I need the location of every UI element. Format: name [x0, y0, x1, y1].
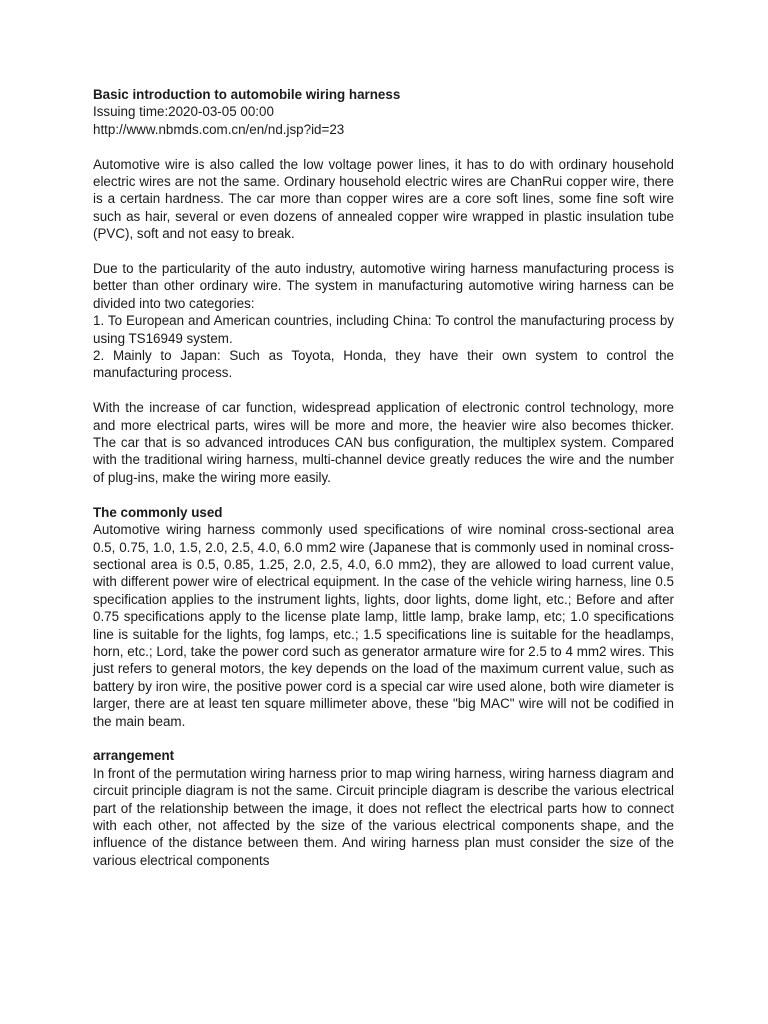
list-item-japan: 2. Mainly to Japan: Such as Toyota, Honda, they have their own system to control the manufacturing process. — [93, 348, 674, 381]
spacer — [93, 138, 674, 155]
paragraph-arrangement: In front of the permutation wiring harness prior to map wiring harness, wiring harness diagram and circuit principle diagram is not the same. Circuit principle diagram is describe the various electrical part of the relationship between the image, it does not reflect the electrical parts how to connect with each other, not affected by the size of the various electrical components shape, and the influence of the distance between them. And wiring harness plan must consider the size of the various electrical components — [93, 765, 674, 868]
source-url: http://www.nbmds.com.cn/en/nd.jsp?id=23 — [93, 121, 345, 137]
document-title: Basic introduction to automobile wiring harness — [93, 87, 401, 102]
section-heading-commonly-used: The commonly used — [93, 504, 223, 520]
section-heading-arrangement: arrangement — [93, 748, 175, 764]
paragraph-wire-intro: Automotive wire is also called the low voltage power lines, it has to do with ordinary household electric wires are not the same. Ordinary household electric wires are ChanRui copper wire, there is a certain hardness. The car more than copper wires are a core soft lines, some fine soft wire such as hair, several or even dozens of annealed copper wire wrapped in plastic insulation tube (PVC), soft and not easy to break. — [93, 156, 674, 242]
spacer — [93, 243, 674, 260]
paragraph-industry: Due to the particularity of the auto industry, automotive wiring harness manufacturing process is better than other ordinary wire. The system in manufacturing automotive wiring harness can be divided into two categories: — [93, 261, 674, 311]
spacer — [93, 486, 674, 503]
paragraph-specifications: Automotive wiring harness commonly used specifications of wire nominal cross-sectional area 0.5, 0.75, 1.0, 1.5, 2.0, 2.5, 4.0, 6.0 mm2 wire (Japanese that is commonly used in nominal cross-sectional area is 0.5, 0.85, 1.25, 2.0, 2.5, 4.0, 6.0 mm2), they are allowed to load current value, with different power wire of electrical equipment. In the case of the vehicle wiring harness, line 0.5 specification applies to the instrument lights, lights, door lights, dome light, etc.; Before and after 0.75 specifications apply to the license plate lamp, little lamp, brake lamp, etc; 1.0 specifications line is suitable for the lights, fog lamps, etc.; 1.5 specifications line is suitable for the headlamps, horn, etc.; Lord, take the power cord such as generator armature wire for 2.5 to 4 mm2 wires. This just refers to general motors, the key depends on the load of the maximum current value, such as battery by iron wire, the positive power cord is a special car wire used alone, both wire diameter is larger, there are at least ten square millimeter above, these "big MAC" wire will not be codified in the main beam. — [93, 522, 674, 729]
list-item-europe-america: 1. To European and American countries, including China: To control the manufacturing process by using TS16949 system. — [93, 313, 674, 346]
issuing-time: Issuing time:2020-03-05 00:00 — [93, 104, 274, 120]
paragraph-car-function: With the increase of car function, widespread application of electronic control technology, more and more electrical parts, wires will be more and more, the heavier wire also becomes thicker. The car that is so advanced introduces CAN bus configuration, the multiplex system. Compared with the traditional wiring harness, multi-channel device greatly reduces the wire and the number of plug-ins, make the wiring more easily. — [93, 400, 674, 485]
spacer — [93, 730, 674, 747]
document-page — [93, 86, 674, 869]
spacer — [93, 382, 674, 399]
